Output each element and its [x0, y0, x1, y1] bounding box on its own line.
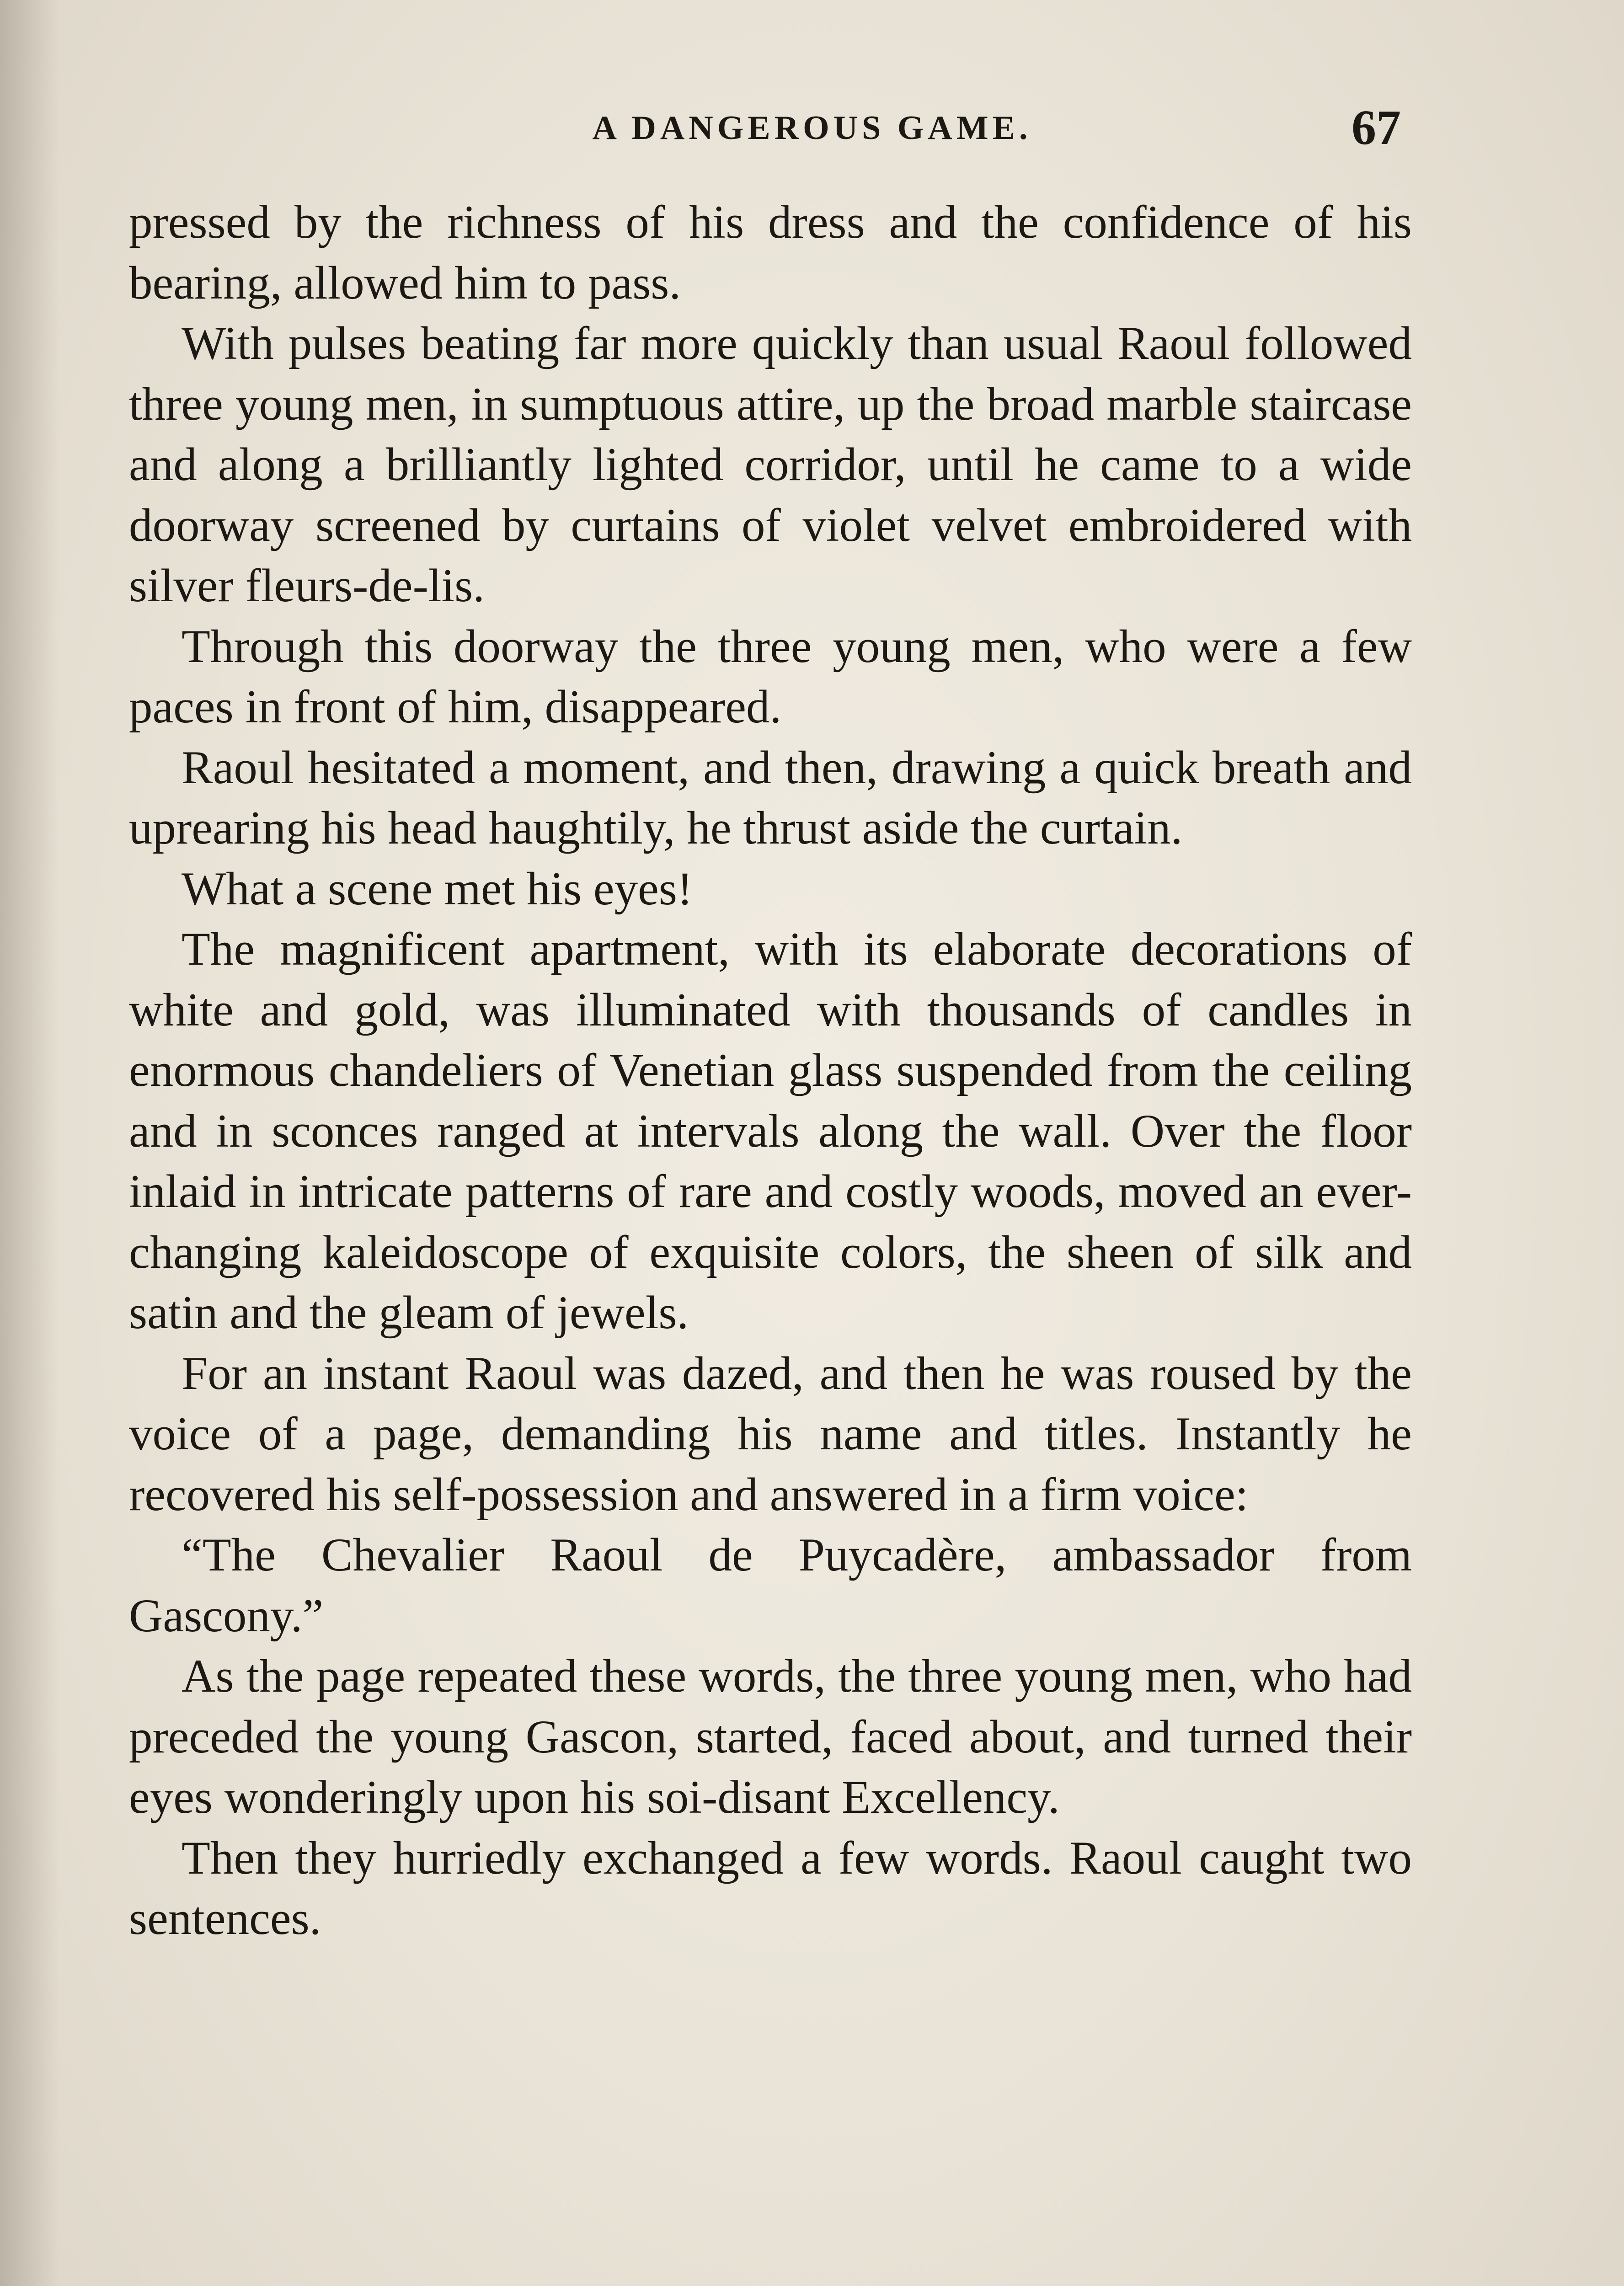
paragraph: Through this doorway the three young men, who were a few paces in front of him, disappeared.: [129, 620, 1412, 733]
running-title: A DANGEROUS GAME.: [592, 109, 1032, 147]
paragraph: “The Chevalier Raoul de Puycadère, ambassador from Gascony.”: [129, 1529, 1412, 1642]
paragraph: What a scene met his eyes!: [182, 862, 693, 915]
paragraph: The magnificent apartment, with its elaborate decorations of white and gold, was illuminated with thousands of candles in enormous chandeliers of Venetian glass suspended from the ceiling and in sconces ranged at intervals along the wall. Over the floor inlaid in intricate patterns of rare and costly woods, moved an ever-changing kaleidoscope of exquisite colors, the sheen of silk and satin and the gleam of jewels.: [129, 923, 1412, 1339]
paragraph: With pulses beating far more quickly than usual Raoul followed three young men, in sumptuous attire, up the broad marble staircase and along a brilliantly lighted corridor, until he came to a wide doorway screened by curtains of violet velvet embroidered with silver fleurs-de-lis.: [129, 317, 1412, 612]
page-number: 67: [1352, 101, 1401, 155]
page-gutter-shadow: [0, 0, 59, 2286]
paragraph: pressed by the richness of his dress and the confidence of his bearing, allowed him to pass.: [129, 196, 1412, 309]
body-text: [129, 192, 1412, 1949]
page-header: [0, 98, 1624, 158]
paragraph: Raoul hesitated a moment, and then, drawing a quick breath and uprearing his head haughtily, he thrust aside the curtain.: [129, 741, 1412, 854]
paragraph: For an instant Raoul was dazed, and then he was roused by the voice of a page, demanding his name and titles. Instantly he recovered his self-possession and answered in a firm voice:: [129, 1347, 1412, 1521]
paragraph: Then they hurriedly exchanged a few words. Raoul caught two sentences.: [129, 1832, 1412, 1944]
paragraph: As the page repeated these words, the three young men, who had preceded the young Gascon, started, faced about, and turned their eyes wonderingly upon his soi-disant Excellency.: [129, 1650, 1412, 1823]
